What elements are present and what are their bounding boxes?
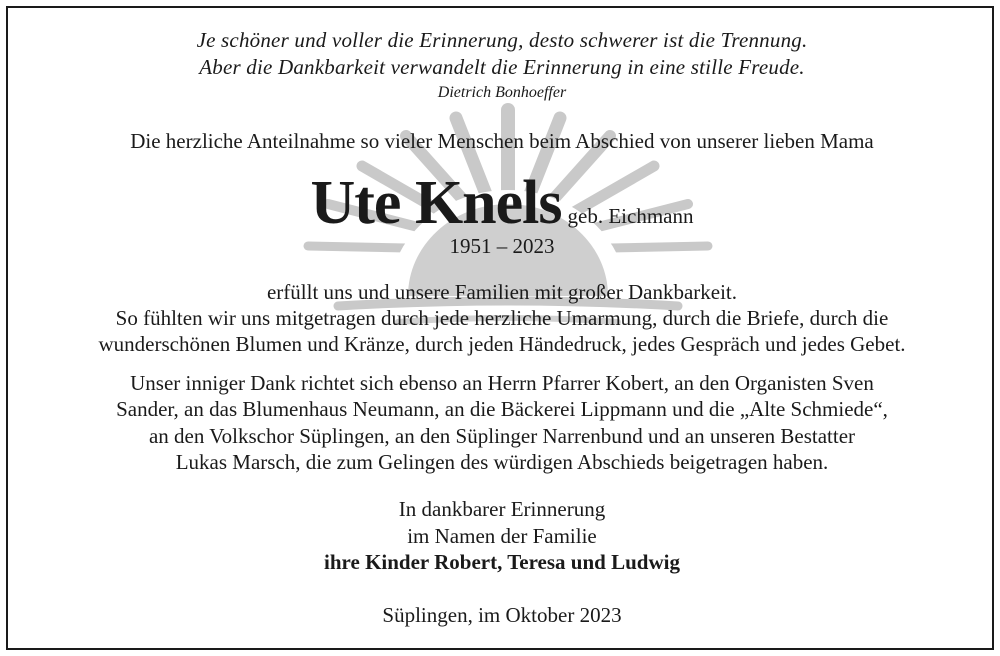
paragraph-2-line-3: an den Volkschor Süplingen, an den Süplinger Narrenbund und an unseren Bestatter bbox=[148, 424, 856, 448]
paragraph-2-line-1: Unser inniger Dank richtet sich ebenso an Herrn Pfarrer Kobert, an den Organisten Sven bbox=[130, 371, 874, 395]
paragraph-1-line-1: erfüllt uns und unsere Familien mit großer Dankbarkeit. bbox=[266, 280, 738, 304]
intro-text: Die herzliche Anteilnahme so vieler Menschen beim Abschied von unserer lieben Mama bbox=[130, 129, 874, 153]
closing-line-2: im Namen der Familie bbox=[407, 524, 597, 548]
paragraph-1-line-3: wunderschönen Blumen und Kränze, durch jeden Händedruck, jedes Gespräch und jedes Gebet. bbox=[98, 332, 906, 356]
deceased-name: Ute Knels bbox=[310, 169, 562, 237]
paragraph-2-line-4: Lukas Marsch, die zum Gelingen des würdigen Abschieds beigetragen haben. bbox=[175, 450, 829, 474]
paragraph-2-line-2: Sander, an das Blumenhaus Neumann, an die Bäckerei Lippmann und die „Alte Schmiede“, bbox=[116, 397, 888, 421]
quote-line-2: Aber die Dankbarkeit verwandelt die Erinnerung in eine stille Freude. bbox=[199, 55, 805, 79]
place-date: Süplingen, im Oktober 2023 bbox=[382, 603, 622, 627]
obituary-notice bbox=[6, 6, 994, 650]
paragraph-1-line-2: So fühlten wir uns mitgetragen durch jede herzliche Umarmung, durch die Briefe, durch die bbox=[115, 306, 889, 330]
birth-name: geb. Eichmann bbox=[567, 204, 694, 228]
quote-author: Dietrich Bonhoeffer bbox=[437, 84, 567, 101]
quote-line-1: Je schöner und voller die Erinnerung, desto schwerer ist die Trennung. bbox=[196, 28, 808, 52]
deceased-name-row bbox=[8, 168, 994, 239]
signatories: ihre Kinder Robert, Teresa und Ludwig bbox=[324, 550, 680, 574]
life-years: 1951 – 2023 bbox=[449, 234, 555, 258]
closing-line-1: In dankbarer Erinnerung bbox=[398, 497, 606, 521]
